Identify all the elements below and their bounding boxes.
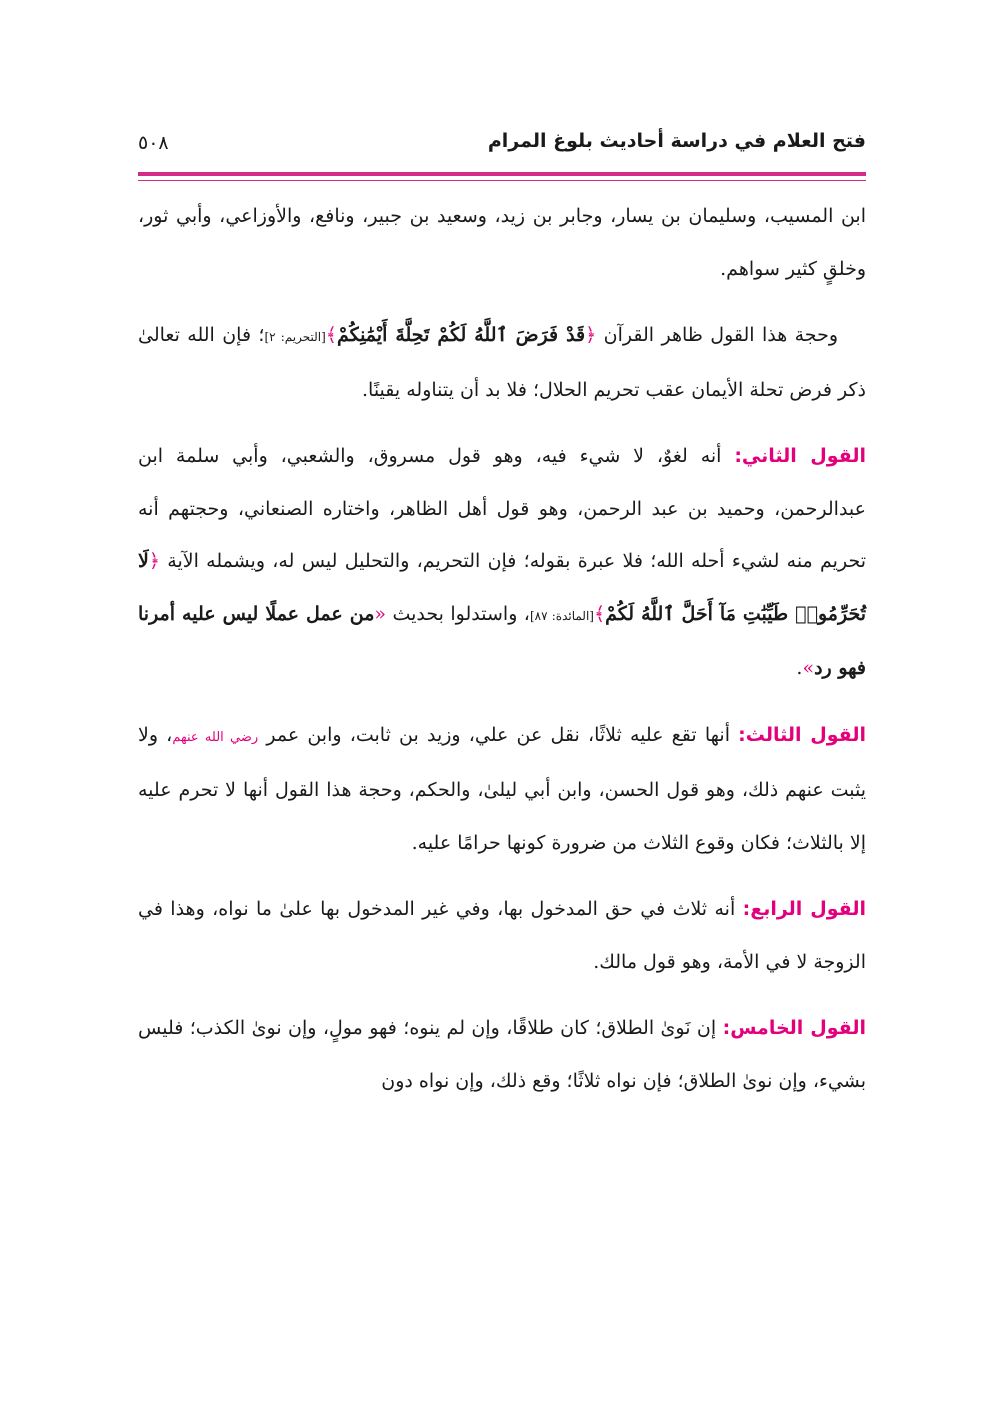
section-label: القول الثاني:	[734, 445, 866, 467]
p4-text-1: أنها تقع عليه ثلاثًا، نقل عن علي، وزيد بن ثابت، وابن عمر	[258, 723, 739, 746]
paragraph-3	[138, 430, 866, 695]
quran-verse: قَدْ فَرَضَ ٱللَّهُ لَكُمْ تَحِلَّةَ أَيْمَٰنِكُمْ	[336, 324, 586, 346]
ornate-bracket-close: ﴾	[593, 602, 606, 625]
p2-intro: وحجة هذا القول ظاهر القرآن	[596, 324, 838, 346]
verse-reference: [التحريم: ٢]	[264, 330, 326, 344]
running-header	[138, 130, 866, 166]
p6-text: إن نَوىٰ الطلاق؛ كان طلاقًا، وإن لم ينوه؛ فهو مولٍ، وإن نوىٰ الكذب؛ فليس بشيء، وإن نوىٰ الطلاق؛ فإن نواه ثلاثًا؛ وقع ذلك، وإن نواه دون	[138, 1017, 866, 1092]
section-label: القول الخامس:	[722, 1017, 867, 1039]
quran-verse: لَا تُحَرِّمُوا۟ طَيِّبَٰتِ مَآ أَحَلَّ ٱللَّهُ لَكُمْ	[138, 550, 866, 625]
paragraph-4	[138, 709, 866, 870]
p2-rest: ؛ فإن الله تعالىٰ ذكر فرض تحلة الأيمان عقب تحريم الحلال؛ فلا بد أن يتناوله يقينًا.	[138, 324, 866, 401]
ornate-bracket-open: ﴿	[585, 324, 597, 346]
paragraph-1: ابن المسيب، وسليمان بن يسار، وجابر بن زيد، وسعيد بن جبير، ونافع، والأوزاعي، وأبي ثور، وخلقٍ كثير سواهم.	[138, 205, 866, 280]
p3-text-2: ، واستدلوا بحديث	[386, 602, 530, 625]
paragraph-6	[138, 1002, 866, 1107]
honorific: رضي الله عنهم	[172, 729, 259, 745]
quote-open: «	[374, 602, 387, 625]
verse-reference: [المائدة: ٨٧]	[529, 608, 594, 623]
book-title: فتح العلام في دراسة أحاديث بلوغ المرام	[487, 130, 866, 152]
p3-text-1: أنه لغوٌ، لا شيء فيه، وهو قول مسروق، والشعبي، وأبي سلمة ابن عبدالرحمن، وحميد بن عبد الرحمن، وهو قول أهل الظاهر، واختاره الصنعاني، وحجتهم أنه تحريم منه لشيء أحله الله؛ فلا عبرة بقوله؛ فإن التحريم، والتحليل ليس له، ويشمله الآية	[138, 445, 866, 572]
section-label: القول الثالث:	[738, 723, 867, 746]
page-number: ٥٠٨	[138, 132, 169, 154]
paragraph-5	[138, 883, 866, 988]
quote-close: »	[802, 657, 815, 679]
paragraph-2	[138, 309, 866, 416]
header-rule-thin	[138, 180, 866, 181]
ornate-bracket-open: ﴿	[148, 550, 160, 572]
page-body	[138, 190, 866, 1121]
hadith-text: من عمل عملًا ليس عليه أمرنا فهو رد	[138, 602, 866, 679]
p4-text-2: ، ولا يثبت عنهم ذلك، وهو قول الحسن، وابن أبي ليلىٰ، والحكم، وحجة هذا القول أنها لا تحرم عليه إلا بالثلاث؛ فكان وقوع الثلاث من ضرورة كونها حرامًا عليه.	[138, 723, 866, 854]
header-rule-thick	[138, 172, 866, 176]
p3-end: .	[796, 657, 803, 679]
ornate-bracket-close: ﴾	[325, 324, 337, 346]
section-label: القول الرابع:	[742, 898, 866, 920]
p5-text: أنه ثلاث في حق المدخول بها، وفي غير المدخول بها علىٰ ما نواه، وهذا في الزوجة لا في الأمة، وهو قول مالك.	[138, 898, 866, 973]
